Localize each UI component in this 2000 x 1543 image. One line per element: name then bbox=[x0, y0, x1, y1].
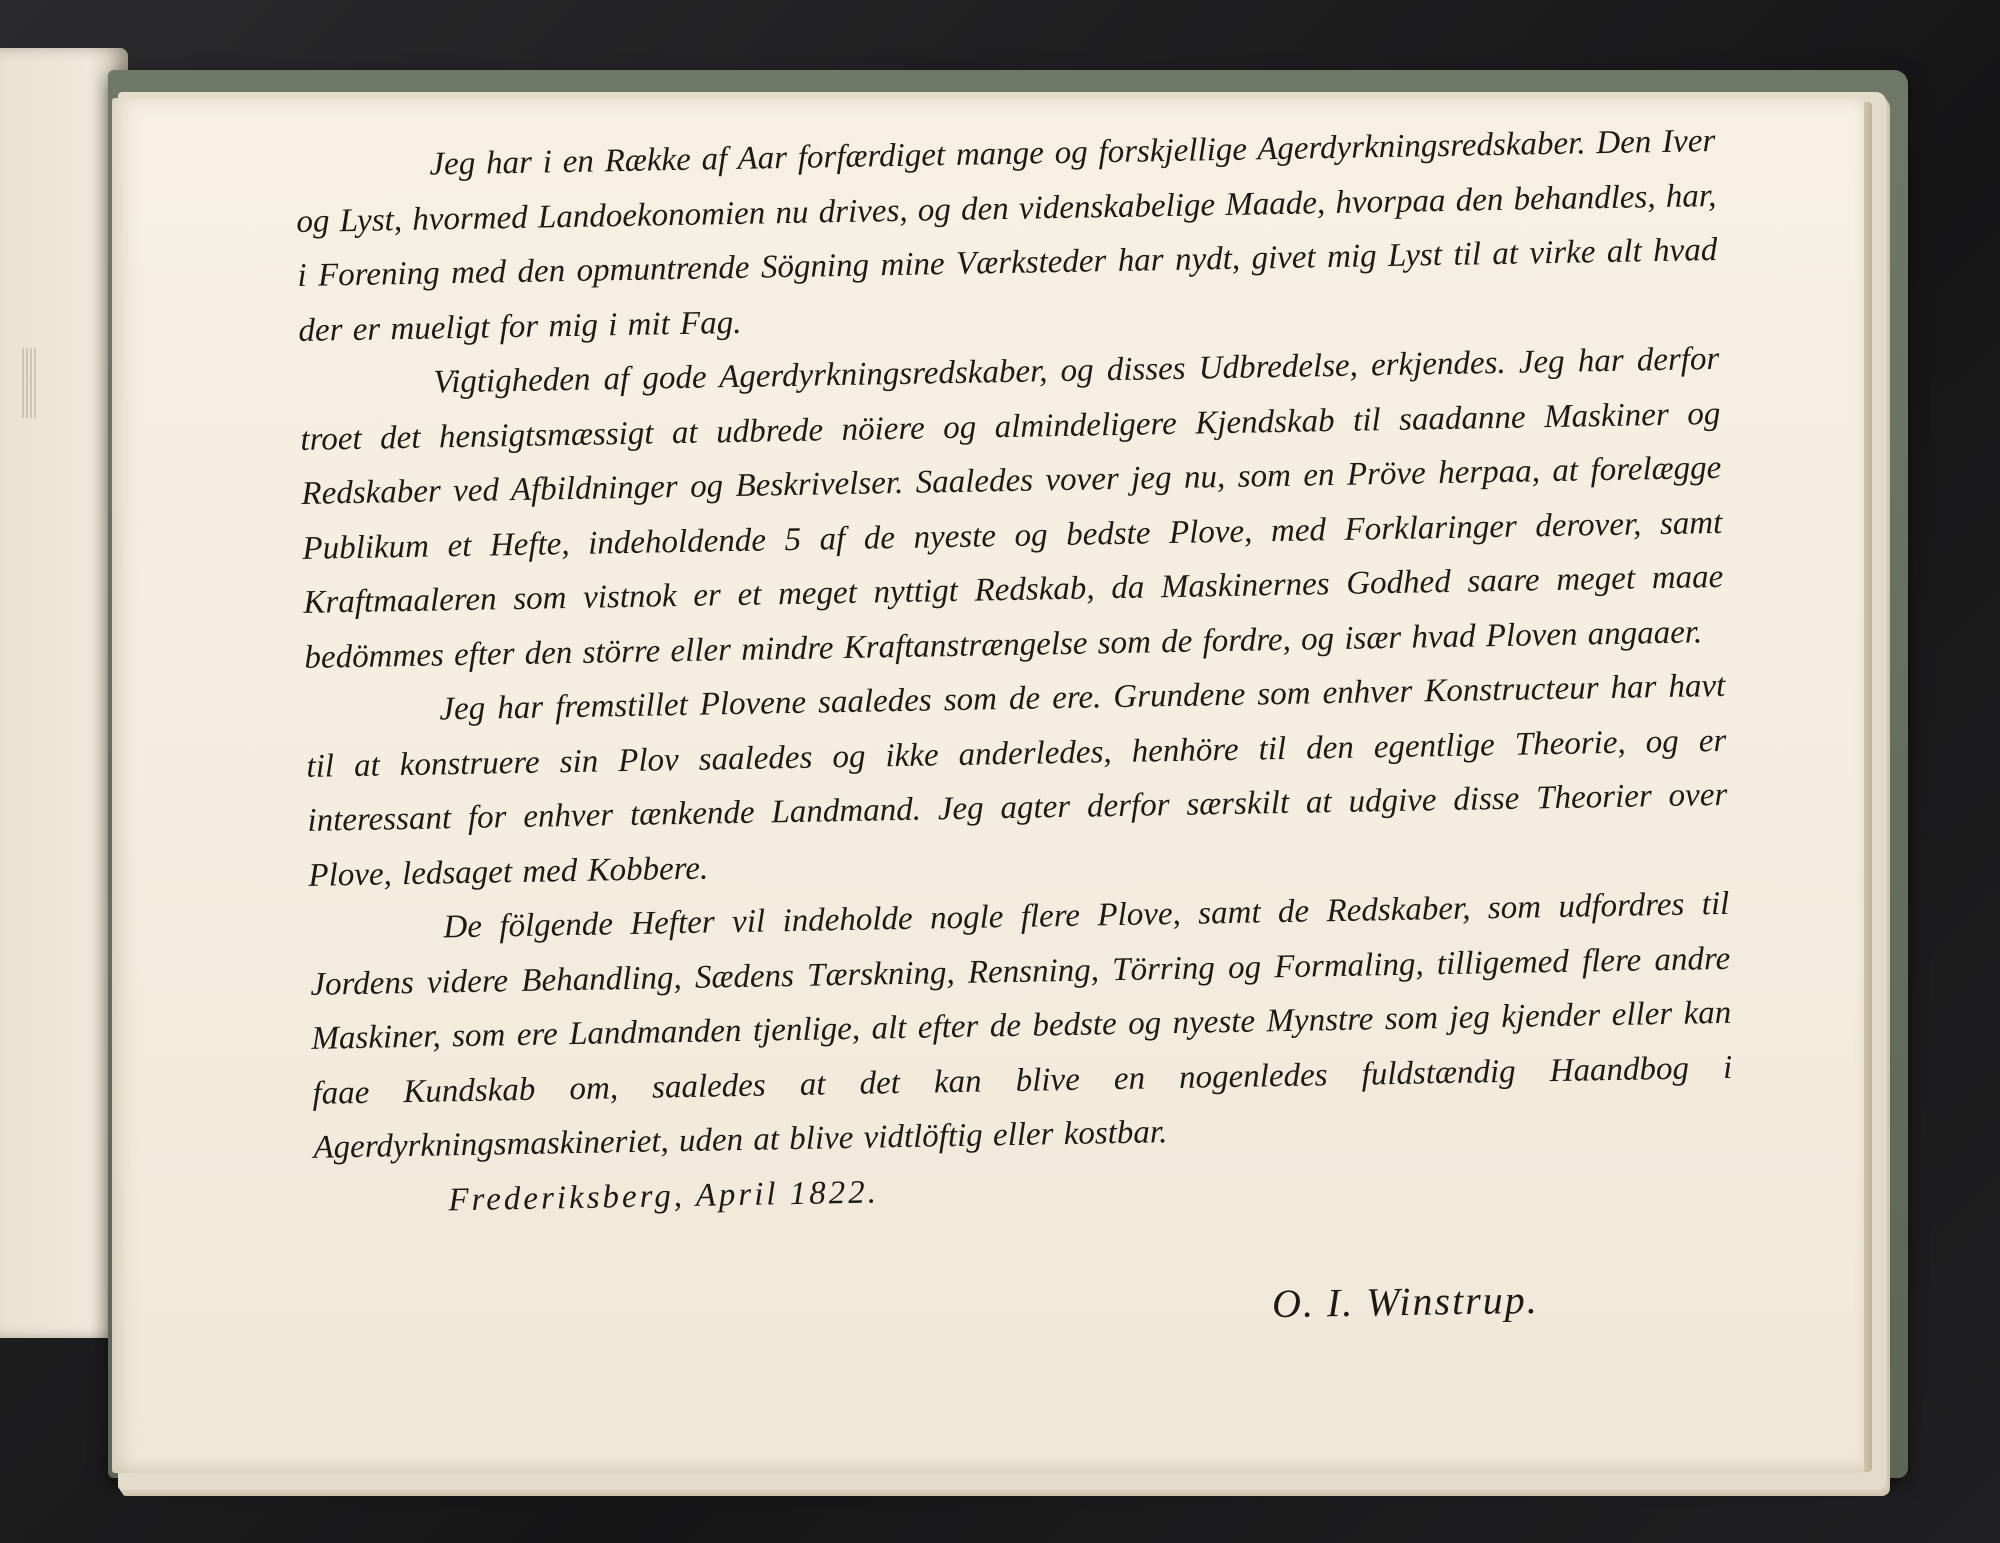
paragraph-1: Jeg har i en Række af Aar forfærdiget mange og forskjellige Agerdyrkningsredskaber. Den Iver og Lyst, hvormed Landoekonomien nu drives, og den videnskabelige Maade, hvorpaa den behandles, har, i Forening med den opmuntrende Sögning mine Værksteder har nydt, givet mig Lyst til at virke alt hvad der er mueligt for mig i mit Fag. bbox=[296, 122, 1718, 349]
signature: O. I. Winstrup. bbox=[1271, 1276, 1540, 1327]
page-right-edge bbox=[1864, 102, 1872, 1472]
paragraph-3: Jeg har fremstillet Plovene saaledes som de ere. Grundene som enhver Konstructeur har havt til at konstruere sin Plov saaledes og ikke anderledes, henhöre til den egentlige Theorie, og er interessant for enhver tænkende Landmand. Jeg agter derfor særskilt at udgive disse Theorier over Plove, ledsaget med Kobbere. bbox=[306, 667, 1728, 894]
dateline: Frederiksberg, April 1822. bbox=[448, 1173, 880, 1218]
paragraph-2: Vigtigheden af gode Agerdyrkningsredskaber, og disses Udbredelse, erkjendes. Jeg har derfor troet det hensigtsmæssigt at udbrede nöiere og almindeligere Kjendskab til saadanne Maskiner og Redskaber ved Afbildninger og Beskrivelser. Saaledes vover jeg nu, som en Pröve herpaa, at forelægge Publikum et Hefte, indeholdende 5 af de nyeste og bedste Plove, med Forklaringer derover, samt Kraftmaaleren som vistnok er et meget nyttigt Redskab, da Maskinernes Godhed saare meget maae bedömmes efter den större eller mindre Kraftanstrængelse som de fordre, og især hvad Ploven angaaer. bbox=[300, 340, 1724, 676]
paragraph-4: De fölgende Hefter vil indeholde nogle flere Plove, samt de Redskaber, som udfordres til Jordens videre Behandling, Sædens Tærskning, Rensning, Törring og Formaling, tilligemed flere andre Maskiner, som ere Landmanden tjenlige, alt efter de bedste og nyeste Mynstre som jeg kjender eller kan faae Kundskab om, saaledes at det kan blive en nogenledes fuldstændig Haandbog i Agerdyrkningsmaskineriet, uden at blive vidtlöftig eller kostbar. bbox=[310, 885, 1733, 1166]
body-text bbox=[295, 114, 1735, 1230]
left-page-mark bbox=[22, 348, 38, 418]
